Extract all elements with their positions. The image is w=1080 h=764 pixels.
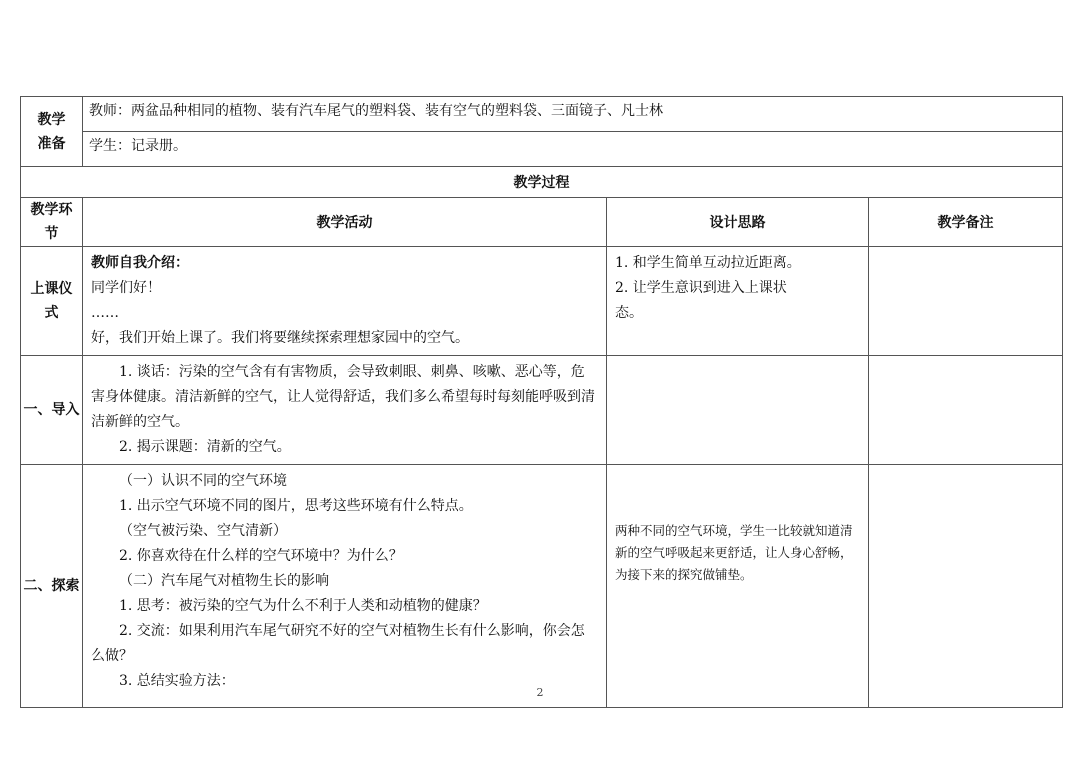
activity-paragraph: （二）汽车尾气对植物生长的影响 <box>119 573 329 589</box>
activity-paragraph: 2. 揭示课题：清新的空气。 <box>119 439 291 455</box>
notes-intro <box>869 356 1063 465</box>
header-activity: 教学活动 <box>83 198 607 247</box>
activity-line: 教师自我介绍： <box>91 255 189 271</box>
notes-opening <box>869 247 1063 356</box>
header-phase <box>21 198 83 247</box>
notes-explore <box>869 465 1063 708</box>
header-design: 设计思路 <box>607 198 869 247</box>
activity-line: 好，我们开始上课了。我们将要继续探索理想家园中的空气。 <box>91 330 469 346</box>
row-explore <box>21 465 1063 708</box>
phase-opening-line2: 式 <box>44 305 59 321</box>
phase-explore: 二、探索 <box>21 465 83 708</box>
design-opening <box>607 247 869 356</box>
activity-paragraph: 1. 出示空气环境不同的图片，思考这些环境有什么特点。 <box>119 498 473 514</box>
activity-paragraph: 1. 谈话：污染的空气含有有害物质，会导致刺眼、刺鼻、咳嗽、恶心等，危害身体健康。清洁新鲜的空气，让人觉得舒适，我们多么希望每时每刻能呼吸到清洁新鲜的空气。 <box>91 364 595 430</box>
activity-line: …… <box>91 305 119 321</box>
row-intro <box>21 356 1063 465</box>
activity-paragraph: （空气被污染、空气清新） <box>119 523 287 539</box>
process-title: 教学过程 <box>21 167 1063 198</box>
design-line: 1. 和学生简单互动拉近距离。 <box>615 255 801 271</box>
design-intro <box>607 356 869 465</box>
header-notes: 教学备注 <box>869 198 1063 247</box>
prep-row-teacher <box>21 97 1063 132</box>
activity-paragraph: 2. 交流：如果利用汽车尾气研究不好的空气对植物生长有什么影响，你会怎么做？ <box>91 623 585 664</box>
activity-intro <box>83 356 607 465</box>
row-opening <box>21 247 1063 356</box>
header-phase-line2: 节 <box>44 226 59 242</box>
design-line: 2. 让学生意识到进入上课状 <box>615 280 787 296</box>
phase-opening <box>21 247 83 356</box>
prep-teacher: 教师：两盆品种相同的植物、装有汽车尾气的塑料袋、装有空气的塑料袋、三面镜子、凡士林 <box>83 97 1063 132</box>
process-title-row <box>21 167 1063 198</box>
activity-paragraph: 2. 你喜欢待在什么样的空气环境中？为什么？ <box>119 548 403 564</box>
activity-paragraph: 1. 思考：被污染的空气为什么不利于人类和动植物的健康？ <box>119 598 487 614</box>
prep-row-student <box>21 132 1063 167</box>
activity-paragraph: （一）认识不同的空气环境 <box>119 473 287 489</box>
design-line: 态。 <box>615 305 643 321</box>
activity-paragraph: 3. 总结实验方法： <box>119 673 235 689</box>
prep-label-line2: 准备 <box>37 135 66 152</box>
activity-line: 同学们好！ <box>91 280 161 296</box>
prep-label-line1: 教学 <box>37 111 66 128</box>
prep-student: 学生：记录册。 <box>83 132 1063 167</box>
design-explore: 两种不同的空气环境，学生一比较就知道清新的空气呼吸起来更舒适，让人身心舒畅，为接下来的探究做铺垫。 <box>607 465 869 708</box>
activity-explore <box>83 465 607 708</box>
phase-opening-line1: 上课仪 <box>30 281 73 297</box>
activity-opening <box>83 247 607 356</box>
header-row <box>21 198 1063 247</box>
lesson-plan-table <box>20 96 1063 708</box>
phase-intro: 一、导入 <box>21 356 83 465</box>
page-number: 2 <box>536 686 544 699</box>
prep-label <box>21 97 83 167</box>
header-phase-line1: 教学环 <box>30 202 73 218</box>
